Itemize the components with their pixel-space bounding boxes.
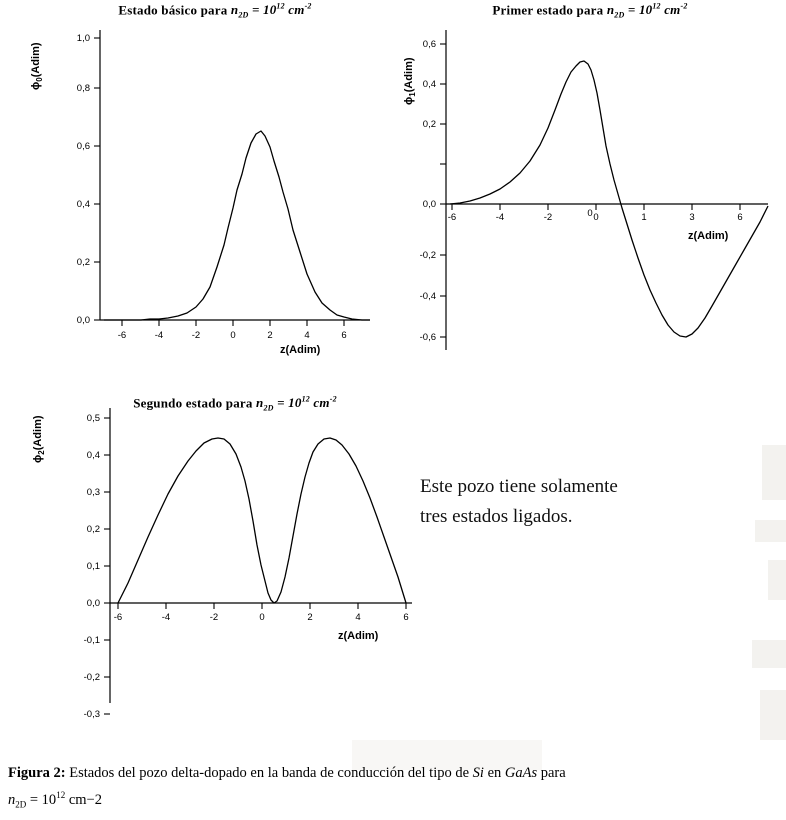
figure-caption-unit: cm−2 <box>65 791 102 808</box>
chart-plot-ground-state <box>0 0 390 365</box>
figure-note <box>420 472 760 532</box>
svg-text:0,2: 0,2 <box>422 119 436 130</box>
svg-text:-6: -6 <box>447 212 457 223</box>
chart-xlabel-ground-state: z(Adim) <box>280 344 321 356</box>
svg-text:6: 6 <box>403 612 409 623</box>
figure-caption-italic-1: Si <box>472 765 484 781</box>
svg-text:0,2: 0,2 <box>86 524 100 535</box>
chart-plot-first-state <box>390 0 786 365</box>
svg-text:0,4: 0,4 <box>422 79 436 90</box>
figure-caption-text-1: Estados del pozo delta-dopado en la banda de conducción del tipo de <box>65 765 473 781</box>
svg-text:0: 0 <box>259 612 265 623</box>
svg-text:-0,3: -0,3 <box>83 709 100 720</box>
figure-note-line-2: tres estados ligados. <box>420 506 573 527</box>
chart-ground-state <box>0 0 390 365</box>
svg-text:2: 2 <box>267 330 273 341</box>
figure-caption-symbol-sub: 2D <box>15 799 27 810</box>
svg-text:-2: -2 <box>191 330 201 341</box>
svg-text:-0,1: -0,1 <box>83 635 100 646</box>
chart-plot-second-state <box>0 378 430 723</box>
svg-text:-0,2: -0,2 <box>419 250 436 261</box>
svg-text:-4: -4 <box>161 612 171 623</box>
figure-caption-text-3: para <box>537 765 566 781</box>
svg-text:0,2: 0,2 <box>76 257 90 268</box>
svg-text:6: 6 <box>737 212 743 223</box>
svg-text:-6: -6 <box>117 330 127 341</box>
watermark-shape-4 <box>752 640 786 668</box>
figure-note-line-1: Este pozo tiene solamente <box>420 476 618 497</box>
chart-ylabel-first-state: ɸ$_1$(Adim) <box>403 57 418 105</box>
svg-text:0,6: 0,6 <box>76 141 90 152</box>
svg-text:4: 4 <box>304 330 310 341</box>
svg-text:1: 1 <box>641 212 647 223</box>
figure-caption-exp: 12 <box>56 790 66 800</box>
chart-second-state <box>0 378 430 723</box>
svg-text:0: 0 <box>587 208 593 219</box>
chart-first-state <box>390 0 786 365</box>
figure-caption-line-1 <box>8 762 780 784</box>
svg-text:0,0: 0,0 <box>76 315 90 326</box>
chart-title-first-state: Primer estado para $n_{2D} = 10^{12}$ $cm^{-2}$ <box>492 2 688 20</box>
svg-text:-6: -6 <box>113 612 123 623</box>
figure-caption-line-2 <box>8 784 780 816</box>
figure-caption-text-2: en <box>483 765 505 781</box>
svg-text:-0,2: -0,2 <box>83 672 100 683</box>
svg-text:0,8: 0,8 <box>76 83 90 94</box>
svg-text:-4: -4 <box>154 330 164 341</box>
figure-caption <box>8 762 780 816</box>
svg-text:-4: -4 <box>495 212 505 223</box>
svg-text:4: 4 <box>355 612 361 623</box>
svg-text:-2: -2 <box>543 212 553 223</box>
svg-text:1,0: 1,0 <box>76 33 90 44</box>
svg-text:-2: -2 <box>209 612 219 623</box>
figure-caption-symbol: n <box>8 791 16 808</box>
svg-text:0,0: 0,0 <box>86 598 100 609</box>
svg-text:0: 0 <box>230 330 236 341</box>
svg-text:0,5: 0,5 <box>86 413 100 424</box>
svg-text:3: 3 <box>689 212 695 223</box>
watermark-shape-5 <box>760 690 786 740</box>
svg-text:0,0: 0,0 <box>422 199 436 210</box>
svg-text:0,4: 0,4 <box>76 199 90 210</box>
chart-title-ground-state: Estado básico para $n_{2D} = 10^{12}$ $cm^{-2}$ <box>118 2 312 20</box>
svg-text:6: 6 <box>341 330 347 341</box>
figure-caption-label: Figura 2: <box>8 765 66 781</box>
chart-title-second-state: Segundo estado para $n_{2D} = 10^{12}$ $cm^{-2}$ <box>133 395 337 413</box>
svg-text:0,3: 0,3 <box>86 487 100 498</box>
watermark-shape-1 <box>762 445 786 500</box>
chart-xlabel-first-state: z(Adim) <box>688 230 729 242</box>
figure-caption-italic-2: GaAs <box>504 765 538 781</box>
watermark-shape-3 <box>768 560 786 600</box>
chart-xlabel-second-state: z(Adim) <box>338 630 379 642</box>
svg-text:0,1: 0,1 <box>86 561 100 572</box>
svg-text:2: 2 <box>307 612 313 623</box>
chart-ylabel-ground-state: ɸ$_0$(Adim) <box>30 42 45 90</box>
svg-text:0: 0 <box>593 212 599 223</box>
svg-text:0,4: 0,4 <box>86 450 100 461</box>
svg-text:0,6: 0,6 <box>422 39 436 50</box>
svg-text:-0,4: -0,4 <box>419 291 436 302</box>
figure-caption-eq: = 10 <box>26 791 57 808</box>
svg-text:-0,6: -0,6 <box>419 332 436 343</box>
chart-ylabel-second-state: ɸ$_2$(Adim) <box>32 415 47 463</box>
